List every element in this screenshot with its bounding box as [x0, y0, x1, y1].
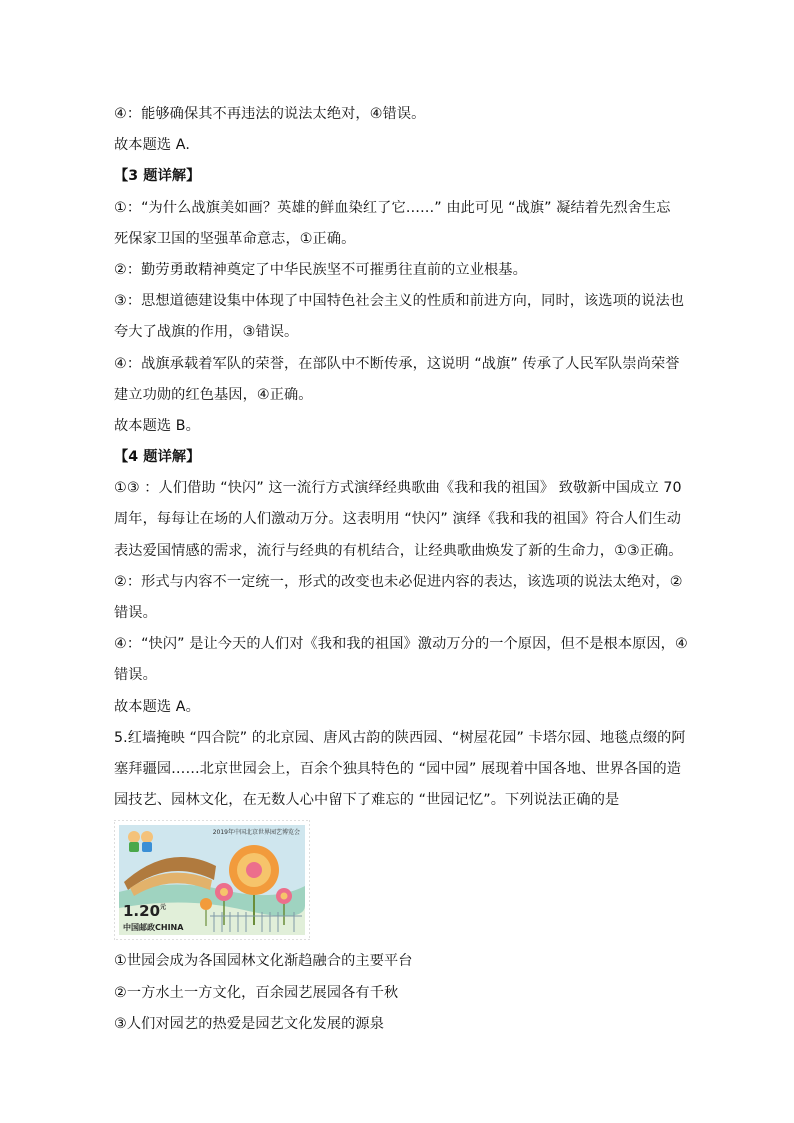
text-line: 周年，每每让在场的人们激动万分。这表明用 “快闪” 演绎《我和我的祖国》符合人们生动 — [114, 511, 682, 528]
text-line: 故本题选 A. — [114, 137, 190, 154]
text-line: ②：形式与内容不一定统一，形式的改变也未必促进内容的表达，该选项的说法太绝对，② — [114, 573, 683, 590]
text-line: 建立功勋的红色基因，④正确。 — [114, 386, 313, 403]
text-line: ③人们对园艺的热爱是园艺文化发展的源泉 — [114, 1015, 384, 1032]
text-line: 5.红墙掩映 “四合院” 的北京园、唐风古韵的陕西园、“树屋花园” 卡塔尔园、地毯点缀的阿 — [114, 729, 686, 746]
stamp-illustration — [114, 820, 310, 940]
text-line: 表达爱国情感的需求，流行与经典的有机结合，让经典歌曲焕发了新的生命力，①③正确。 — [114, 542, 683, 559]
text-line: ②一方水土一方文化，百余园艺展园各有千秋 — [114, 984, 399, 1001]
stamp-header-text: 2019年中国北京世界园艺博览会 — [212, 829, 300, 837]
mascot-head-2 — [141, 831, 153, 843]
stamp-flower-3 — [200, 898, 212, 910]
text-line: ①世园会成为各国园林文化渐趋融合的主要平台 — [114, 953, 413, 970]
text-line: ①③ ：人们借助 “快闪” 这一流行方式演绎经典歌曲《我和我的祖国》 致敬新中国成立 70 — [114, 480, 682, 497]
text-line: 错误。 — [114, 605, 157, 621]
text-line: 死保家卫国的坚强革命意志，①正确。 — [114, 230, 356, 247]
stamp-image — [114, 820, 310, 940]
text-line: ①：“为什么战旗美如画？英雄的鲜血染红了它……” 由此可见 “战旗” 凝结着先烈舍生忘 — [114, 199, 671, 216]
text-line: 塞拜疆园……北京世园会上，百余个独具特色的 “园中园” 展现着中国各地、世界各国的造 — [114, 760, 682, 777]
text-line: ④：“快闪” 是让今天的人们对《我和我的祖国》激动万分的一个原因，但不是根本原因，④ — [114, 636, 688, 653]
document-content — [114, 99, 688, 1040]
stamp-value: $1.20^元$ — [123, 902, 167, 921]
text-block-options — [114, 946, 684, 1040]
text-line: ③：思想道德建设集中体现了中国特色社会主义的性质和前进方向，同时，该选项的说法也 — [114, 293, 685, 310]
text-line: 故本题选 A。 — [114, 698, 200, 715]
section-heading: 【3 题详解】 — [114, 168, 201, 185]
text-line: 故本题选 B。 — [114, 417, 200, 434]
text-line: ②：勤劳勇敢精神奠定了中华民族坚不可摧勇往直前的立业根基。 — [114, 261, 527, 278]
stamp-postal-text: 中国邮政CHINA — [123, 923, 184, 933]
section-heading: 【4 题详解】 — [114, 449, 201, 466]
text-line: 园技艺、园林文化，在无数人心中留下了难忘的 “世园记忆”。下列说法正确的是 — [114, 792, 620, 809]
text-line: ④：能够确保其不再违法的说法太绝对，④错误。 — [114, 106, 426, 122]
text-block-explanations — [114, 99, 688, 816]
text-line: 错误。 — [114, 667, 157, 684]
mascot-head-1 — [128, 831, 140, 843]
text-line: 夸大了战旗的作用，③错误。 — [114, 324, 299, 341]
text-line: ④：战旗承载着军队的荣誉，在部队中不断传承，这说明 “战旗” 传承了人民军队崇尚荣誉 — [114, 355, 680, 372]
